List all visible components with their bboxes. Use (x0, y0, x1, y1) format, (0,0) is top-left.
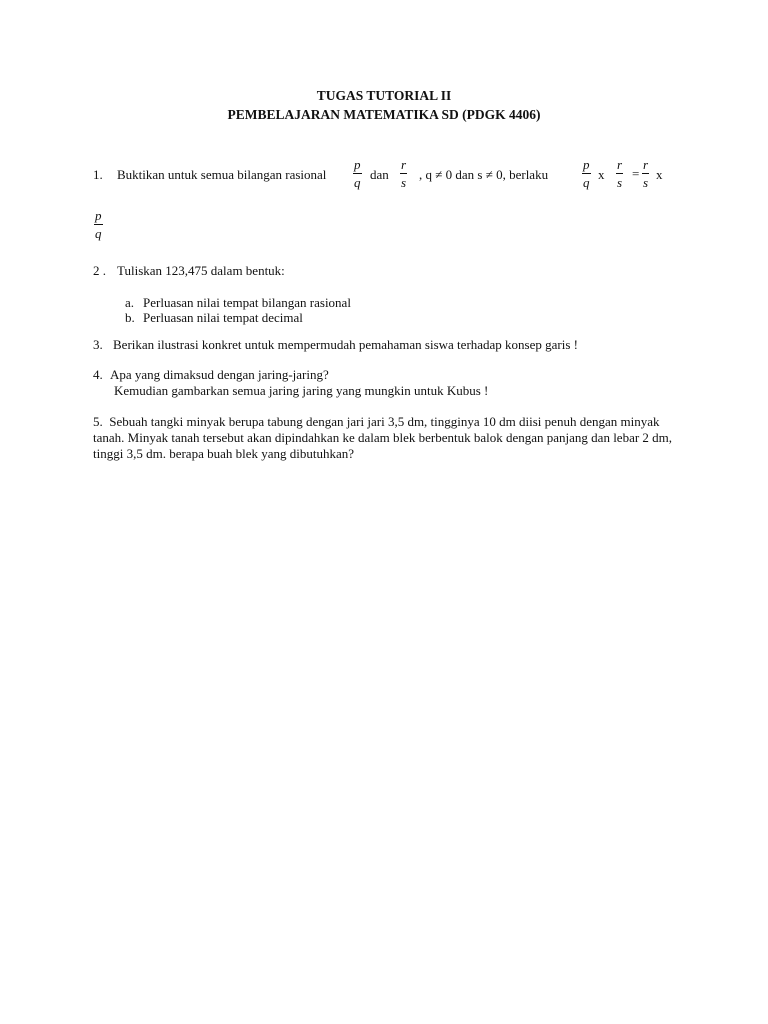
fraction-denominator: q (95, 226, 102, 241)
question-number: 3. (93, 337, 103, 352)
question-text: Sebuah tangki minyak berupa tabung dengan jari jari 3,5 dm, tingginya 10 dm diisi penuh dengan minyak tanah. Minyak tanah tersebut akan dipindahkan ke dalam blek berbentuk balok dengan panjang dan lebar 2 dm, tinggi 3,5 dm. berapa buah blek yang dibutuhkan? (93, 414, 673, 461)
list-item: Perluasan nilai tempat decimal (143, 310, 303, 325)
equals-sign: = (632, 166, 640, 181)
fraction-numerator: r (401, 157, 407, 172)
condition-text: , q ≠ 0 dan s ≠ 0, berlaku (419, 167, 549, 182)
fraction-p-over-q (353, 158, 362, 189)
question-text-continued: Kemudian gambarkan semua jaring jaring yang mungkin untuk Kubus ! (114, 383, 489, 398)
fraction-numerator: p (583, 157, 590, 172)
question-number: 4. (93, 367, 103, 382)
fraction-r-over-s (400, 158, 407, 189)
fraction-numerator: r (643, 157, 649, 172)
times-sign: x (656, 167, 663, 182)
fraction-p-over-q (582, 158, 591, 189)
question-number: 1. (93, 167, 103, 182)
fraction-denominator: q (354, 175, 361, 190)
list-item-marker: b. (125, 310, 135, 325)
fraction-r-over-s (642, 158, 649, 189)
fraction-numerator: r (617, 157, 623, 172)
conjunction-text: dan (370, 167, 389, 182)
question-text: Apa yang dimaksud dengan jaring-jaring? (110, 367, 329, 382)
question-text: Berikan ilustrasi konkret untuk mempermudah pemahaman siswa terhadap konsep garis ! (113, 337, 578, 352)
question-paragraph (93, 414, 683, 462)
fraction-denominator: q (583, 175, 590, 190)
list-item-marker: a. (125, 295, 135, 310)
fraction-p-over-q (94, 209, 103, 240)
question-number: 5. (93, 414, 103, 429)
fraction-r-over-s (616, 158, 623, 189)
document-title: TUGAS TUTORIAL II (316, 88, 452, 103)
fraction-denominator: s (401, 175, 407, 190)
fraction-numerator: p (95, 208, 102, 223)
question-text: Tuliskan 123,475 dalam bentuk: (117, 263, 285, 278)
fraction-denominator: s (617, 175, 623, 190)
question-number: 2 . (93, 263, 106, 278)
document-subtitle: PEMBELAJARAN MATEMATIKA SD (PDGK 4406) (227, 107, 541, 122)
question-text: Buktikan untuk semua bilangan rasional (117, 167, 327, 182)
fraction-denominator: s (643, 175, 649, 190)
list-item: Perluasan nilai tempat bilangan rasional (143, 295, 351, 310)
times-sign: x (598, 167, 605, 182)
fraction-numerator: p (354, 157, 361, 172)
